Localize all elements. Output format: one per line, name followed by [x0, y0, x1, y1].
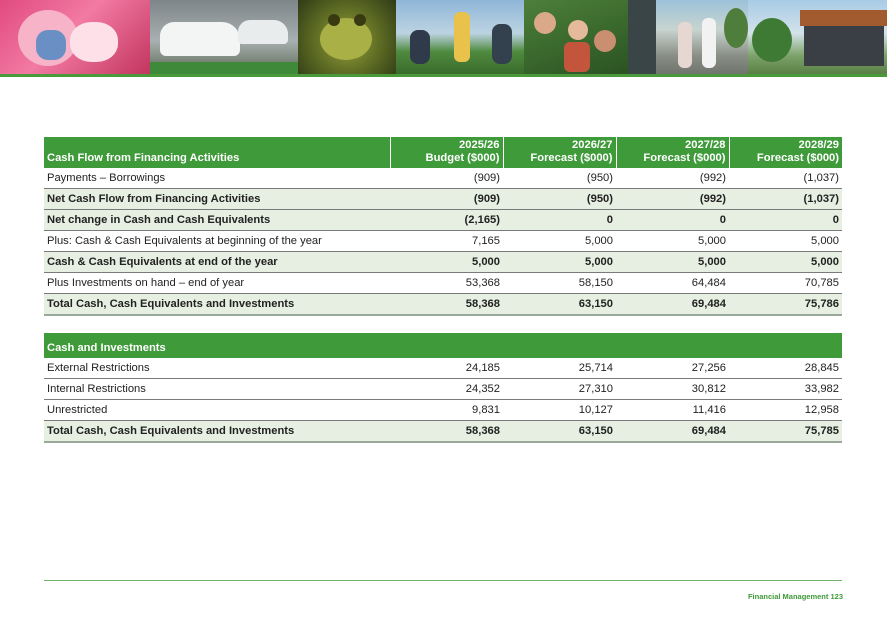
cell-value: (1,037): [729, 168, 842, 189]
cell-value: (992): [616, 168, 729, 189]
cell-value: 33,982: [729, 379, 842, 400]
table-row: [44, 168, 842, 189]
cell-value: 5,000: [729, 252, 842, 273]
cell-value: 30,812: [616, 379, 729, 400]
cell-value: (992): [616, 189, 729, 210]
column-header: 2028/29 Forecast ($000): [729, 137, 842, 168]
cell-value: 0: [729, 210, 842, 231]
cell-value: 5,000: [503, 231, 616, 252]
cell-value: 25,714: [503, 358, 616, 379]
row-label: Unrestricted: [44, 400, 390, 421]
cell-value: 53,368: [390, 273, 503, 294]
table-total-row: [44, 421, 842, 443]
cell-value: 58,150: [503, 273, 616, 294]
cell-value: 5,000: [390, 252, 503, 273]
row-label: Total Cash, Cash Equivalents and Investments: [44, 294, 390, 316]
cell-value: 27,310: [503, 379, 616, 400]
table-row: [44, 210, 842, 231]
table-header-row: [44, 137, 842, 168]
table-header-row: [44, 333, 842, 358]
cell-value: 63,150: [503, 421, 616, 443]
cash-investments-table: [44, 333, 842, 443]
cell-value: 75,786: [729, 294, 842, 316]
row-label: Cash & Cash Equivalents at end of the year: [44, 252, 390, 273]
table-title: Cash Flow from Financing Activities: [44, 137, 390, 168]
cell-value: 0: [503, 210, 616, 231]
row-label: Internal Restrictions: [44, 379, 390, 400]
ev-charging-photo: [150, 0, 298, 74]
cell-value: 75,785: [729, 421, 842, 443]
cell-value: 58,368: [390, 294, 503, 316]
row-label: External Restrictions: [44, 358, 390, 379]
row-label: Plus Investments on hand – end of year: [44, 273, 390, 294]
cell-value: 10,127: [503, 400, 616, 421]
cell-value: (1,037): [729, 189, 842, 210]
financing-activities-table: [44, 137, 842, 316]
table-row: [44, 400, 842, 421]
cell-value: 69,484: [616, 421, 729, 443]
cell-value: 58,368: [390, 421, 503, 443]
cell-value: (909): [390, 168, 503, 189]
cell-value: 5,000: [616, 252, 729, 273]
cell-value: 5,000: [616, 231, 729, 252]
cell-value: 0: [616, 210, 729, 231]
cell-value: 69,484: [616, 294, 729, 316]
children-garden-photo: [524, 0, 628, 74]
table-title: Cash and Investments: [44, 333, 390, 358]
park-building-photo: [748, 0, 887, 74]
cell-value: 11,416: [616, 400, 729, 421]
frog-photo: [298, 0, 396, 74]
kids-reading-photo: [0, 0, 150, 74]
table-row: [44, 252, 842, 273]
cell-value: 5,000: [729, 231, 842, 252]
table-row: [44, 358, 842, 379]
cell-value: 12,958: [729, 400, 842, 421]
cell-value: 70,785: [729, 273, 842, 294]
row-label: Payments – Borrowings: [44, 168, 390, 189]
footer-divider: [44, 580, 842, 581]
column-header: 2025/26 Budget ($000): [390, 137, 503, 168]
page-footer: Financial Management 123: [747, 592, 843, 601]
row-label: Total Cash, Cash Equivalents and Investments: [44, 421, 390, 443]
table-row: [44, 189, 842, 210]
row-label: Plus: Cash & Cash Equivalents at beginning of the year: [44, 231, 390, 252]
column-header: 2026/27 Forecast ($000): [503, 137, 616, 168]
row-label: Net change in Cash and Cash Equivalents: [44, 210, 390, 231]
cell-value: 64,484: [616, 273, 729, 294]
cell-value: 27,256: [616, 358, 729, 379]
cell-value: (2,165): [390, 210, 503, 231]
cell-value: 28,845: [729, 358, 842, 379]
table-row: [44, 231, 842, 252]
cell-value: 7,165: [390, 231, 503, 252]
cell-value: (950): [503, 189, 616, 210]
cell-value: 63,150: [503, 294, 616, 316]
column-header: 2027/28 Forecast ($000): [616, 137, 729, 168]
cell-value: 9,831: [390, 400, 503, 421]
cell-value: 24,185: [390, 358, 503, 379]
banner-divider: [0, 74, 887, 77]
row-label: Net Cash Flow from Financing Activities: [44, 189, 390, 210]
cell-value: (950): [503, 168, 616, 189]
street-walk-photo: [628, 0, 748, 74]
cell-value: (909): [390, 189, 503, 210]
table-row: [44, 273, 842, 294]
cell-value: 5,000: [503, 252, 616, 273]
photo-banner: [0, 0, 887, 74]
family-picnic-photo: [396, 0, 524, 74]
table-row: [44, 379, 842, 400]
cell-value: 24,352: [390, 379, 503, 400]
table-total-row: [44, 294, 842, 316]
